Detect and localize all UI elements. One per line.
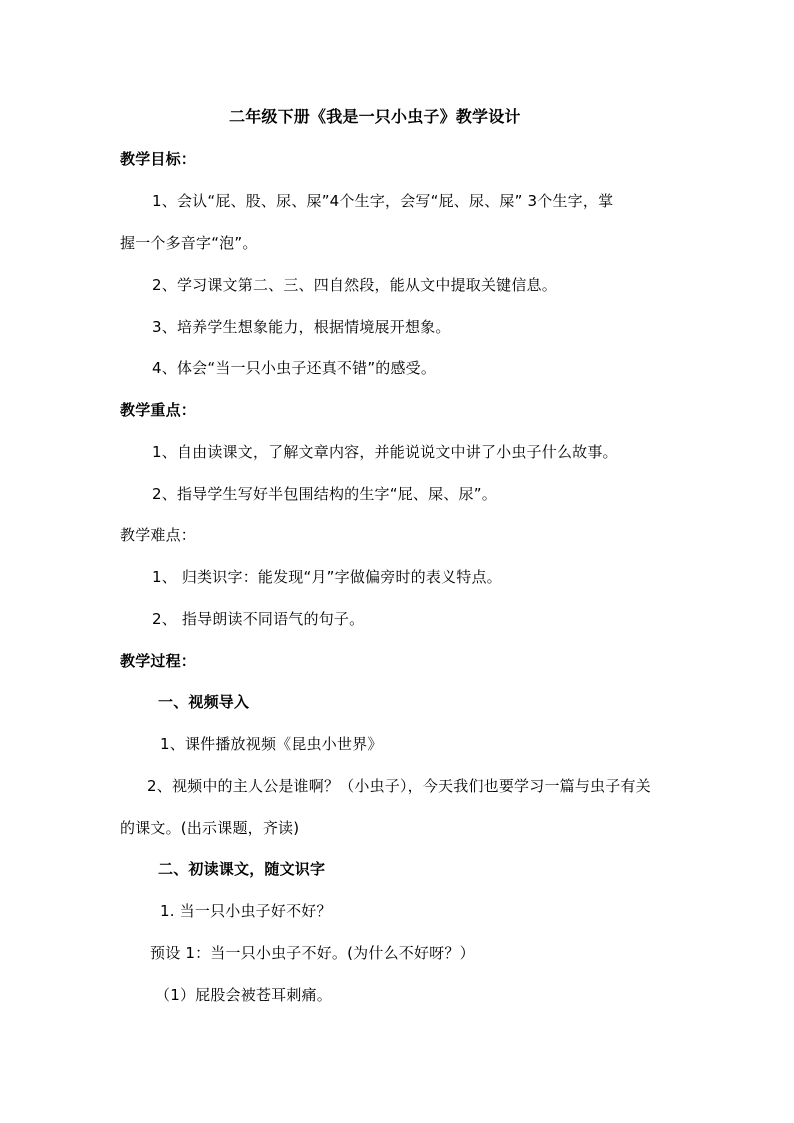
process-section-2: 二、初读课文，随文识字 [158,860,326,878]
difficulties-heading: 教学难点： [120,526,197,544]
key-points-item-1: 1、自由读课文，了解文章内容，并能说说文中讲了小虫子什么故事。 [152,443,618,461]
process-section-1-item-2-line-2: 的课文。(出示课题，齐读) [120,819,300,837]
process-section-1: 一、视频导入 [158,693,250,711]
difficulties-item-2: 2、 指导朗读不同语气的句子。 [152,610,365,628]
process-heading: 教学过程： [120,652,197,670]
goals-heading: 教学目标： [120,150,197,168]
difficulties-item-1: 1、 归类识字：能发现“月”字做偏旁时的表义特点。 [152,568,502,586]
process-section-2-item-1: 1. 当一只小虫子好不好？ [160,902,332,920]
key-points-item-2: 2、指导学生写好半包围结构的生字“屁、屎、尿”。 [152,485,497,503]
goals-item-4: 4、体会“当一只小虫子还真不错”的感受。 [152,359,437,377]
goals-item-1-line-2: 握一个多音字“泡”。 [120,234,258,252]
key-points-heading: 教学重点： [120,401,197,419]
goals-item-3: 3、培养学生想象能力，根据情境展开想象。 [152,318,451,336]
process-section-2-preset-1: 预设 1：当一只小虫子不好。(为什么不好呀？） [150,944,475,962]
process-section-1-item-2-line-1: 2、视频中的主人公是谁啊？（小虫子），今天我们也要学习一篇与虫子有关 [147,777,651,795]
process-section-1-item-1: 1、课件播放视频《昆虫小世界》 [160,735,383,753]
process-section-2-sub-1: （1）屁股会被苍耳刺痛。 [155,986,332,1004]
document-title: 二年级下册《我是一只小虫子》教学设计 [229,107,521,126]
goals-item-1-line-1: 1、会认“屁、股、尿、屎”4个生字，会写“屁、尿、屎” 3个生字，掌 [152,192,614,210]
goals-item-2: 2、学习课文第二、三、四自然段，能从文中提取关键信息。 [152,276,557,294]
